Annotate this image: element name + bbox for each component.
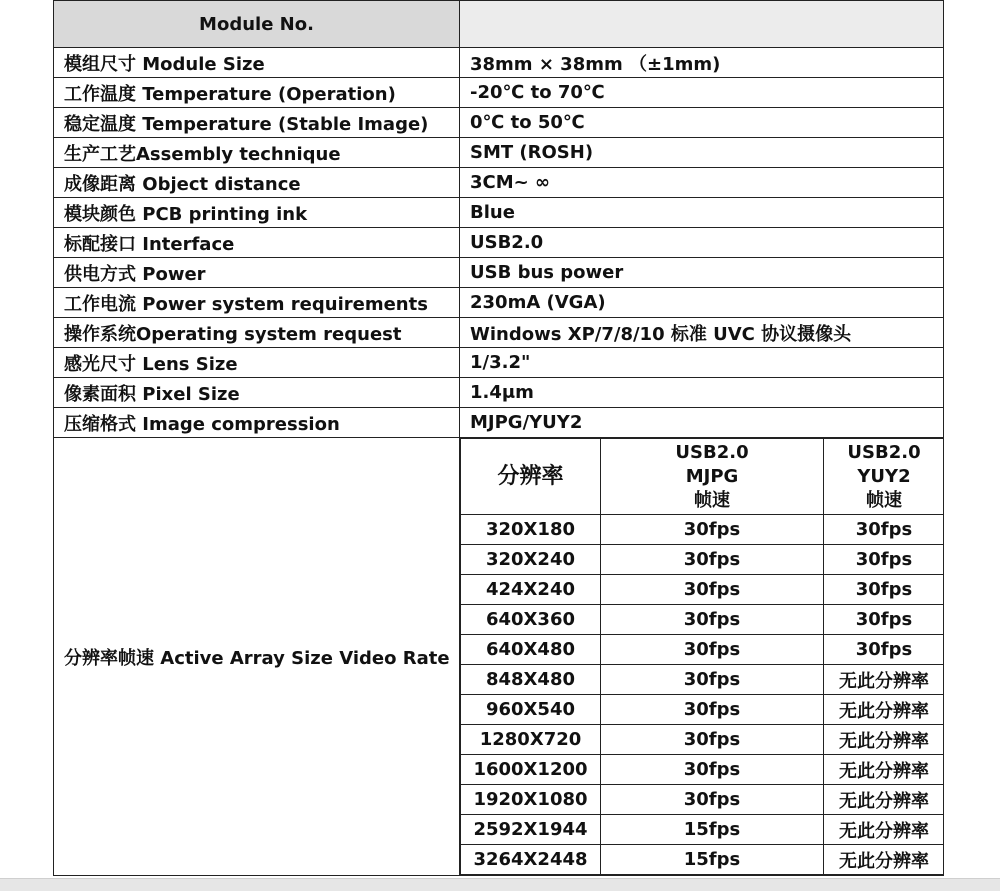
spec-table	[53, 0, 944, 876]
spec-label: 感光尺寸 Lens Size	[54, 348, 460, 378]
rate-mjpg: 30fps	[601, 515, 824, 545]
spec-label: 模块颜色 PCB printing ink	[54, 198, 460, 228]
spec-row	[54, 108, 944, 138]
rate-resolution: 640X480	[461, 635, 601, 665]
spec-label: 模组尺寸 Module Size	[54, 48, 460, 78]
rate-yuy2: 30fps	[824, 545, 944, 575]
rate-mjpg: 30fps	[601, 575, 824, 605]
window-bottom-bar	[0, 878, 1000, 891]
rate-yuy2: 无此分辨率	[824, 785, 944, 815]
spec-value: 230mA (VGA)	[460, 288, 944, 318]
rate-row	[461, 605, 944, 635]
rate-yuy2: 无此分辨率	[824, 755, 944, 785]
rate-mjpg: 15fps	[601, 845, 824, 875]
rate-resolution: 2592X1944	[461, 815, 601, 845]
module-no-label: Module No.	[54, 1, 460, 48]
rate-mjpg: 30fps	[601, 755, 824, 785]
rates-header-row	[461, 439, 944, 515]
rate-resolution: 848X480	[461, 665, 601, 695]
rates-label: 分辨率帧速 Active Array Size Video Rate	[54, 438, 460, 876]
rate-yuy2: 30fps	[824, 515, 944, 545]
spec-value: 38mm × 38mm （±1mm)	[460, 48, 944, 78]
rate-mjpg: 30fps	[601, 635, 824, 665]
rate-resolution: 320X240	[461, 545, 601, 575]
rate-row	[461, 785, 944, 815]
header-row	[54, 1, 944, 48]
spec-row	[54, 408, 944, 438]
rate-row	[461, 695, 944, 725]
rate-resolution: 1600X1200	[461, 755, 601, 785]
rate-yuy2: 无此分辨率	[824, 815, 944, 845]
spec-row	[54, 48, 944, 78]
rates-cell	[460, 438, 944, 876]
spec-label: 稳定温度 Temperature (Stable Image)	[54, 108, 460, 138]
spec-label: 标配接口 Interface	[54, 228, 460, 258]
spec-row	[54, 378, 944, 408]
rate-row	[461, 575, 944, 605]
rate-yuy2: 30fps	[824, 575, 944, 605]
spec-row	[54, 198, 944, 228]
rates-header-yuy2: USB2.0 YUY2 帧速	[824, 439, 944, 515]
rate-row	[461, 515, 944, 545]
rates-table	[460, 438, 944, 875]
rate-mjpg: 30fps	[601, 605, 824, 635]
spec-row	[54, 318, 944, 348]
rate-row	[461, 665, 944, 695]
spec-value: 3CM~ ∞	[460, 168, 944, 198]
rate-mjpg: 15fps	[601, 815, 824, 845]
rate-resolution: 1920X1080	[461, 785, 601, 815]
rate-mjpg: 30fps	[601, 725, 824, 755]
spec-label: 操作系统Operating system request	[54, 318, 460, 348]
spec-row	[54, 228, 944, 258]
spec-label: 供电方式 Power	[54, 258, 460, 288]
spec-row	[54, 258, 944, 288]
rate-resolution: 3264X2448	[461, 845, 601, 875]
rates-header-resolution: 分辨率	[461, 439, 601, 515]
spec-value: USB2.0	[460, 228, 944, 258]
spec-row	[54, 288, 944, 318]
rate-row	[461, 755, 944, 785]
rate-yuy2: 30fps	[824, 635, 944, 665]
rates-header-mjpg: USB2.0 MJPG 帧速	[601, 439, 824, 515]
spec-label: 压缩格式 Image compression	[54, 408, 460, 438]
rate-row	[461, 845, 944, 875]
spec-row	[54, 168, 944, 198]
rate-yuy2: 30fps	[824, 605, 944, 635]
rate-row	[461, 635, 944, 665]
rate-resolution: 960X540	[461, 695, 601, 725]
rate-mjpg: 30fps	[601, 695, 824, 725]
spec-value: Windows XP/7/8/10 标准 UVC 协议摄像头	[460, 318, 944, 348]
rate-resolution: 1280X720	[461, 725, 601, 755]
rate-yuy2: 无此分辨率	[824, 665, 944, 695]
rate-resolution: 424X240	[461, 575, 601, 605]
spec-value: 1.4μm	[460, 378, 944, 408]
rate-yuy2: 无此分辨率	[824, 845, 944, 875]
spec-label: 工作温度 Temperature (Operation)	[54, 78, 460, 108]
spec-label: 像素面积 Pixel Size	[54, 378, 460, 408]
rate-mjpg: 30fps	[601, 785, 824, 815]
spec-label: 生产工艺Assembly technique	[54, 138, 460, 168]
spec-label: 成像距离 Object distance	[54, 168, 460, 198]
rate-resolution: 320X180	[461, 515, 601, 545]
spec-value: 1/3.2"	[460, 348, 944, 378]
rate-yuy2: 无此分辨率	[824, 725, 944, 755]
spec-value: SMT (ROSH)	[460, 138, 944, 168]
spec-value: Blue	[460, 198, 944, 228]
rate-mjpg: 30fps	[601, 665, 824, 695]
spec-value: USB bus power	[460, 258, 944, 288]
rate-row	[461, 545, 944, 575]
spec-row	[54, 348, 944, 378]
spec-row	[54, 138, 944, 168]
module-no-value	[460, 1, 944, 48]
rate-row	[461, 725, 944, 755]
rate-resolution: 640X360	[461, 605, 601, 635]
rate-mjpg: 30fps	[601, 545, 824, 575]
spec-label: 工作电流 Power system requirements	[54, 288, 460, 318]
rate-row	[461, 815, 944, 845]
rate-yuy2: 无此分辨率	[824, 695, 944, 725]
spec-sheet	[53, 0, 943, 890]
spec-value: MJPG/YUY2	[460, 408, 944, 438]
rates-row	[54, 438, 944, 876]
spec-value: 0℃ to 50℃	[460, 108, 944, 138]
spec-value: -20℃ to 70℃	[460, 78, 944, 108]
spec-row	[54, 78, 944, 108]
